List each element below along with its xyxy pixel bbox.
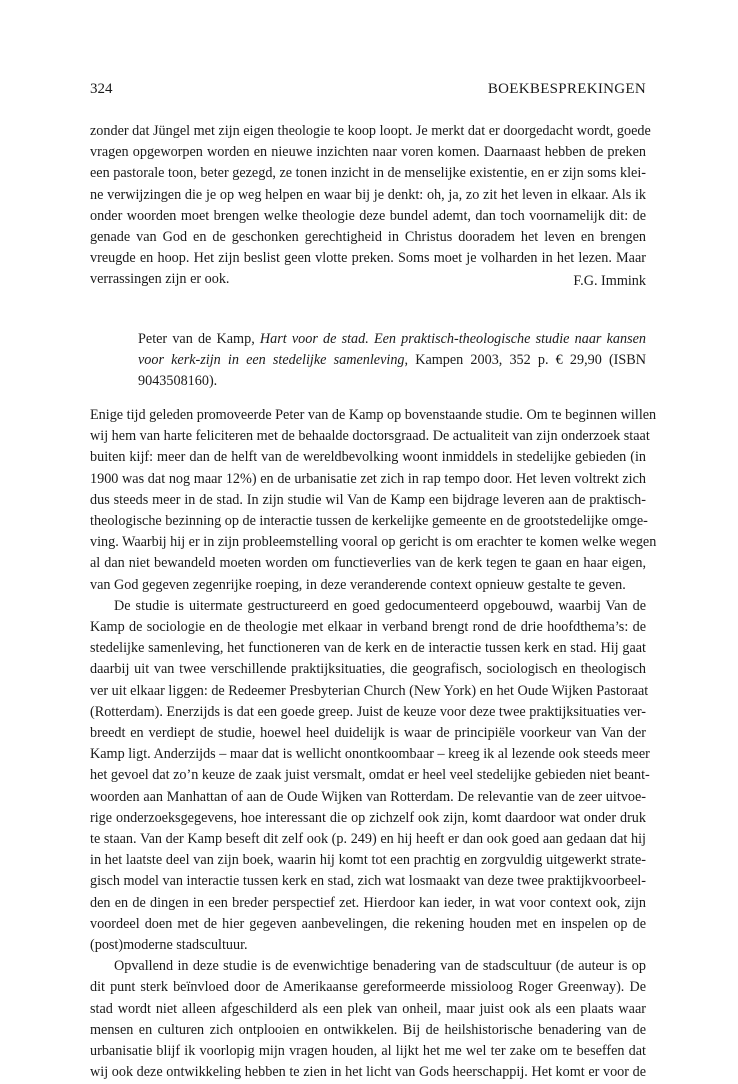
text-line: van God gegeven zegenrijke roeping, in deze veranderende context opnieuw gestalte te geven. [90,576,626,593]
text-line: stad wordt niet alleen afgeschilderd als een plek van onheil, maar juist ook als een plaats waar [90,1000,646,1017]
text-line: wij ook deze ontwikkeling hebben te zien in het licht van Gods heerschappij. Het komt er voor de [90,1064,646,1081]
text-line: dus steeds meer in de stad. In zijn studie wil Van de Kamp een bijdrage leveren aan de praktisch- [90,491,646,508]
text-line: breedt en verdiept de studie, hoewel heel duidelijk is waar de principiële voorkeur van Van der [90,725,646,742]
text-line: ver uit elkaar liggen: de Redeemer Presbyterian Church (New York) en het Oude Wijken Pastoraat [90,682,649,699]
text-line: stedelijke samenleving, het functioneren van de kerk en de interactie tussen kerk en stad. Hij gaat [90,640,646,657]
reference-title: Hart voor de stad. Een praktisch-theologische studie naar kansen [259,331,646,347]
text-line: rige onderzoeksgegevens, hoe interessant die op zichzelf ook zijn, komt daardoor wat onder druk [90,809,646,826]
text-line: woorden aan Manhattan of aan de Oude Wijken van Rotterdam. De relevantie van de zeer uitvoe- [90,788,646,805]
reviewer-signature-block [90,271,646,292]
reference-subtitle: voor kerk-zijn in een stedelijke samenleving [138,352,405,369]
text-line: ne verwijzingen die je op weg helpen en waar bij je denkt: oh, ja, zo zit het leven in elkaar. Als ik [90,186,646,203]
text-line: verrassingen zijn er ook. [90,271,230,288]
text-line: Opvallend in deze studie is de evenwichtige benadering van de stadscultuur (de auteur is op [114,958,646,975]
reference-line [138,329,646,350]
text-line: den en de dingen in een breder perspectief zet. Hierdoor kan ieder, in wat voor context ook, zijn [90,894,646,911]
text-line: ving. Waarbij hij er in zijn probleemstelling vooral op gericht is om erachter te komen welke wegen [90,534,657,551]
text-line: dit punt sterk beïnvloed door de Amerikaanse gereformeerde missioloog Roger Greenway). De [90,979,646,996]
text-line: te staan. Van der Kamp beseft dit zelf ook (p. 249) en hij heeft er dan ook goed aan gedaan dat hij [90,831,646,848]
text-line: vragen opgeworpen worden en nieuwe inzichten naar voren komen. Daarnaast hebben de preken [90,144,646,161]
text-line: (Rotterdam). Enerzijds is dat een goede greep. Juist de keuze voor deze twee praktijksituaties ver- [90,703,646,720]
reference-line [138,350,646,371]
text-line: voordeel doen met de hier gegeven aanbevelingen, die rekening houden met en inspelen op de [90,915,646,932]
text-line: zonder dat Jüngel met zijn eigen theologie te koop loopt. Je merkt dat er doorgedacht wordt, goede [90,123,651,139]
text-line: het gevoel dat zo’n keuze de zaak juist versmalt, omdat er heel veel stedelijke gebieden niet beant- [90,767,650,784]
page-number: 324 [90,81,113,97]
book-reference [138,329,646,393]
reference-isbn: 9043508160). [138,373,218,390]
text-line: Enige tijd geleden promoveerde Peter van de Kamp op bovenstaande studie. Om te beginnen willen [90,407,657,423]
review-body [90,405,657,1084]
text-line: gisch model van interactie tussen kerk en stad, zich wat losmaakt van deze twee praktijkvoorbeel- [90,873,646,890]
reference-publication: , Kampen 2003, 352 p. € 29,90 (ISBN [404,352,646,369]
text-line: een pastorale toon, beter gezegd, ze tonen inzicht in de menselijke existentie, en er zijn soms klei- [90,165,646,182]
running-title: BOEKBESPREKINGEN [487,81,646,97]
previous-review-ending [90,121,651,291]
text-line: Kamp ligt. Anderzijds – maar dat is wellicht onontkoombaar – kreeg ik al lezende ook steeds meer [90,746,650,763]
text-line: buiten kijf: meer dan de helft van de wereldbevolking woont inmiddels in stedelijke gebieden (in [90,449,646,466]
text-line: urbanisatie blijf ik voorlopig mijn vragen houden, al lijkt het me wel ter zake om te beseffen dat [90,1043,646,1060]
reviewer-signature: F.G. Immink [573,273,646,289]
text-line: theologische bezinning op de interactie tussen de kerkelijke gemeente en de grootstedelijke omge- [90,513,648,530]
text-line: (post)moderne stadscultuur. [90,937,248,954]
text-line: mensen en culturen zich ontplooien en ontwikkelen. Bij de heilshistorische benadering van de [90,1021,646,1038]
reference-author: Peter van de Kamp, [138,331,260,347]
text-line: De studie is uitermate gestructureerd en goed gedocumenteerd opgebouwd, waarbij Van de [114,597,646,614]
text-line: al dan niet bewandeld moeten worden om functieverlies van de kerk tegen te gaan en haar eigen, [90,555,646,572]
text-line: wij hem van harte feliciteren met de behaalde doctorsgraad. De actualiteit van zijn onderzoek staat [90,428,650,445]
text-line: daarbij uit van twee verschillende praktijksituaties, die geografisch, sociologisch en theologisch [90,661,646,678]
text-line: in het laatste deel van zijn boek, waarin hij komt tot een prachtig en zorgvuldig uitgewerkt strate- [90,852,646,869]
text-line: onder woorden moet brengen welke theologie deze bundel ademt, dan toch voornamelijk dit: de [90,207,646,224]
text-line: genade van God en de geschonken gerechtigheid in Christus dooradem het leven en brengen [90,229,646,246]
text-line: 1900 was dat nog maar 12%) en de urbanisatie zet zich in rap tempo door. Het leven voltrekt zich [90,470,646,487]
text-line: Kamp de sociologie en de theologie met elkaar in verband brengt rond de drie hoofdthema’s: de [90,619,646,636]
text-line: vreugde en hoop. Het zijn beslist geen vlotte preken. Soms moet je volharden in het lezen. Maar [90,250,646,267]
